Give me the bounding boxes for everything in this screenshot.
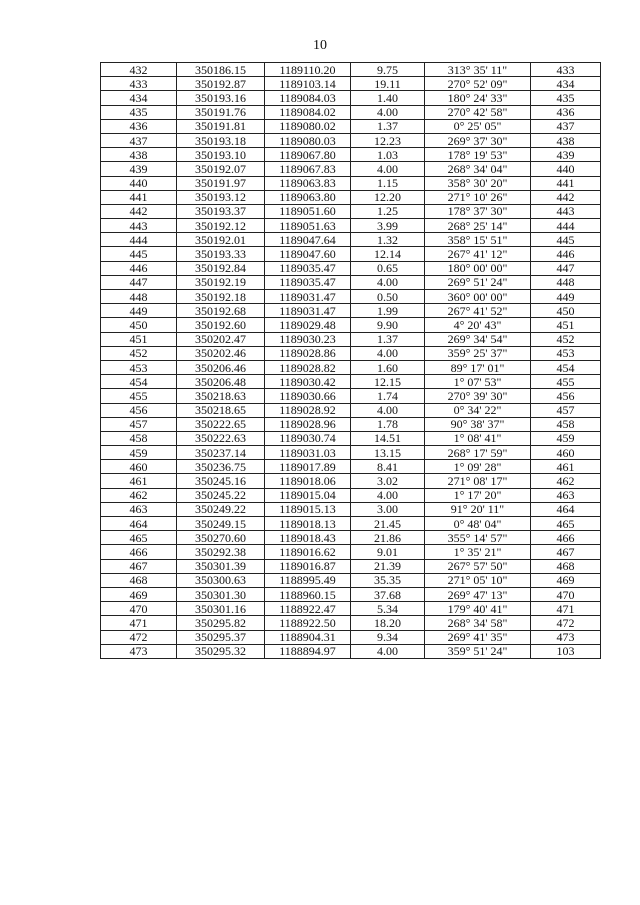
to-point-cell: 467 — [531, 545, 601, 559]
from-point-cell: 436 — [101, 119, 177, 133]
table-row — [101, 573, 601, 587]
bearing-cell: 91° 20' 11" — [425, 502, 531, 516]
northing-cell: 350218.63 — [177, 389, 265, 403]
from-point-cell: 433 — [101, 77, 177, 91]
bearing-cell: 179° 40' 41" — [425, 602, 531, 616]
easting-cell: 1189103.14 — [265, 77, 351, 91]
distance-cell: 37.68 — [351, 587, 425, 601]
northing-cell: 350222.65 — [177, 417, 265, 431]
bearing-cell: 271° 05' 10" — [425, 573, 531, 587]
bearing-cell: 0° 34' 22" — [425, 403, 531, 417]
northing-cell: 350192.19 — [177, 275, 265, 289]
bearing-cell: 270° 39' 30" — [425, 389, 531, 403]
easting-cell: 1189084.02 — [265, 105, 351, 119]
to-point-cell: 445 — [531, 233, 601, 247]
to-point-cell: 444 — [531, 219, 601, 233]
northing-cell: 350245.22 — [177, 488, 265, 502]
easting-cell: 1189016.87 — [265, 559, 351, 573]
from-point-cell: 467 — [101, 559, 177, 573]
easting-cell: 1189067.80 — [265, 148, 351, 162]
to-point-cell: 440 — [531, 162, 601, 176]
table-row — [101, 474, 601, 488]
from-point-cell: 471 — [101, 616, 177, 630]
table-row — [101, 488, 601, 502]
distance-cell: 4.00 — [351, 644, 425, 658]
to-point-cell: 443 — [531, 204, 601, 218]
northing-cell: 350237.14 — [177, 446, 265, 460]
easting-cell: 1189030.23 — [265, 332, 351, 346]
from-point-cell: 445 — [101, 247, 177, 261]
distance-cell: 1.37 — [351, 332, 425, 346]
distance-cell: 14.51 — [351, 431, 425, 445]
table-row — [101, 431, 601, 445]
to-point-cell: 471 — [531, 602, 601, 616]
bearing-cell: 269° 41' 35" — [425, 630, 531, 644]
table-row — [101, 219, 601, 233]
bearing-cell: 268° 34' 58" — [425, 616, 531, 630]
bearing-cell: 0° 25' 05" — [425, 119, 531, 133]
to-point-cell: 462 — [531, 474, 601, 488]
northing-cell: 350193.37 — [177, 204, 265, 218]
from-point-cell: 453 — [101, 360, 177, 374]
to-point-cell: 460 — [531, 446, 601, 460]
to-point-cell: 451 — [531, 318, 601, 332]
distance-cell: 21.45 — [351, 517, 425, 531]
easting-cell: 1188894.97 — [265, 644, 351, 658]
distance-cell: 4.00 — [351, 275, 425, 289]
bearing-cell: 268° 25' 14" — [425, 219, 531, 233]
northing-cell: 350301.39 — [177, 559, 265, 573]
from-point-cell: 455 — [101, 389, 177, 403]
table-row — [101, 261, 601, 275]
distance-cell: 18.20 — [351, 616, 425, 630]
table-row — [101, 162, 601, 176]
distance-cell: 4.00 — [351, 488, 425, 502]
northing-cell: 350249.22 — [177, 502, 265, 516]
from-point-cell: 434 — [101, 91, 177, 105]
table-row — [101, 190, 601, 204]
from-point-cell: 444 — [101, 233, 177, 247]
from-point-cell: 470 — [101, 602, 177, 616]
table-row — [101, 148, 601, 162]
from-point-cell: 449 — [101, 304, 177, 318]
bearing-cell: 267° 41' 52" — [425, 304, 531, 318]
from-point-cell: 469 — [101, 587, 177, 601]
distance-cell: 1.99 — [351, 304, 425, 318]
bearing-cell: 1° 17' 20" — [425, 488, 531, 502]
bearing-cell: 4° 20' 43" — [425, 318, 531, 332]
table-row — [101, 204, 601, 218]
table-row — [101, 517, 601, 531]
bearing-cell: 359° 25' 37" — [425, 346, 531, 360]
bearing-cell: 0° 48' 04" — [425, 517, 531, 531]
from-point-cell: 446 — [101, 261, 177, 275]
distance-cell: 4.00 — [351, 162, 425, 176]
easting-cell: 1189029.48 — [265, 318, 351, 332]
easting-cell: 1189018.06 — [265, 474, 351, 488]
easting-cell: 1189015.04 — [265, 488, 351, 502]
distance-cell: 1.37 — [351, 119, 425, 133]
northing-cell: 350301.16 — [177, 602, 265, 616]
from-point-cell: 450 — [101, 318, 177, 332]
northing-cell: 350192.84 — [177, 261, 265, 275]
bearing-cell: 89° 17' 01" — [425, 360, 531, 374]
to-point-cell: 463 — [531, 488, 601, 502]
northing-cell: 350270.60 — [177, 531, 265, 545]
easting-cell: 1188922.47 — [265, 602, 351, 616]
northing-cell: 350245.16 — [177, 474, 265, 488]
from-point-cell: 466 — [101, 545, 177, 559]
table-row — [101, 587, 601, 601]
table-row — [101, 531, 601, 545]
bearing-cell: 359° 51' 24" — [425, 644, 531, 658]
from-point-cell: 460 — [101, 460, 177, 474]
from-point-cell: 442 — [101, 204, 177, 218]
northing-cell: 350191.81 — [177, 119, 265, 133]
to-point-cell: 452 — [531, 332, 601, 346]
table-row — [101, 389, 601, 403]
northing-cell: 350295.82 — [177, 616, 265, 630]
distance-cell: 1.25 — [351, 204, 425, 218]
table-row — [101, 304, 601, 318]
easting-cell: 1189018.13 — [265, 517, 351, 531]
to-point-cell: 472 — [531, 616, 601, 630]
table-row — [101, 332, 601, 346]
table-row — [101, 545, 601, 559]
from-point-cell: 461 — [101, 474, 177, 488]
distance-cell: 21.86 — [351, 531, 425, 545]
easting-cell: 1188904.31 — [265, 630, 351, 644]
northing-cell: 350193.16 — [177, 91, 265, 105]
to-point-cell: 438 — [531, 133, 601, 147]
from-point-cell: 435 — [101, 105, 177, 119]
from-point-cell: 448 — [101, 290, 177, 304]
from-point-cell: 439 — [101, 162, 177, 176]
distance-cell: 0.50 — [351, 290, 425, 304]
northing-cell: 350300.63 — [177, 573, 265, 587]
bearing-cell: 355° 14' 57" — [425, 531, 531, 545]
from-point-cell: 458 — [101, 431, 177, 445]
to-point-cell: 433 — [531, 63, 601, 77]
to-point-cell: 448 — [531, 275, 601, 289]
distance-cell: 21.39 — [351, 559, 425, 573]
distance-cell: 9.34 — [351, 630, 425, 644]
distance-cell: 12.20 — [351, 190, 425, 204]
table-row — [101, 460, 601, 474]
table-row — [101, 446, 601, 460]
table-row — [101, 502, 601, 516]
easting-cell: 1189028.92 — [265, 403, 351, 417]
from-point-cell: 462 — [101, 488, 177, 502]
distance-cell: 4.00 — [351, 403, 425, 417]
easting-cell: 1189035.47 — [265, 275, 351, 289]
northing-cell: 350295.32 — [177, 644, 265, 658]
easting-cell: 1188960.15 — [265, 587, 351, 601]
bearing-cell: 268° 17' 59" — [425, 446, 531, 460]
bearing-cell: 178° 37' 30" — [425, 204, 531, 218]
northing-cell: 350192.68 — [177, 304, 265, 318]
from-point-cell: 468 — [101, 573, 177, 587]
to-point-cell: 439 — [531, 148, 601, 162]
bearing-cell: 1° 35' 21" — [425, 545, 531, 559]
northing-cell: 350191.76 — [177, 105, 265, 119]
easting-cell: 1189063.80 — [265, 190, 351, 204]
from-point-cell: 447 — [101, 275, 177, 289]
distance-cell: 1.32 — [351, 233, 425, 247]
to-point-cell: 103 — [531, 644, 601, 658]
easting-cell: 1189063.83 — [265, 176, 351, 190]
from-point-cell: 437 — [101, 133, 177, 147]
easting-cell: 1189047.60 — [265, 247, 351, 261]
table-row — [101, 360, 601, 374]
bearing-cell: 270° 42' 58" — [425, 105, 531, 119]
bearing-cell: 358° 15' 51" — [425, 233, 531, 247]
bearing-cell: 268° 34' 04" — [425, 162, 531, 176]
table-row — [101, 346, 601, 360]
to-point-cell: 461 — [531, 460, 601, 474]
easting-cell: 1189028.96 — [265, 417, 351, 431]
bearing-cell: 269° 47' 13" — [425, 587, 531, 601]
easting-cell: 1189028.82 — [265, 360, 351, 374]
from-point-cell: 465 — [101, 531, 177, 545]
from-point-cell: 457 — [101, 417, 177, 431]
to-point-cell: 464 — [531, 502, 601, 516]
to-point-cell: 459 — [531, 431, 601, 445]
distance-cell: 9.90 — [351, 318, 425, 332]
easting-cell: 1189030.66 — [265, 389, 351, 403]
to-point-cell: 437 — [531, 119, 601, 133]
northing-cell: 350206.46 — [177, 360, 265, 374]
table-row — [101, 290, 601, 304]
table-row — [101, 403, 601, 417]
survey-coordinates-table — [100, 62, 601, 659]
easting-cell: 1189084.03 — [265, 91, 351, 105]
easting-cell: 1189080.02 — [265, 119, 351, 133]
northing-cell: 350249.15 — [177, 517, 265, 531]
distance-cell: 1.03 — [351, 148, 425, 162]
bearing-cell: 90° 38' 37" — [425, 417, 531, 431]
distance-cell: 12.14 — [351, 247, 425, 261]
to-point-cell: 447 — [531, 261, 601, 275]
easting-cell: 1189031.03 — [265, 446, 351, 460]
bearing-cell: 269° 37' 30" — [425, 133, 531, 147]
from-point-cell: 443 — [101, 219, 177, 233]
table-row — [101, 63, 601, 77]
northing-cell: 350192.87 — [177, 77, 265, 91]
bearing-cell: 271° 08' 17" — [425, 474, 531, 488]
to-point-cell: 468 — [531, 559, 601, 573]
table-row — [101, 602, 601, 616]
to-point-cell: 436 — [531, 105, 601, 119]
to-point-cell: 473 — [531, 630, 601, 644]
table-row — [101, 630, 601, 644]
northing-cell: 350192.01 — [177, 233, 265, 247]
bearing-cell: 269° 34' 54" — [425, 332, 531, 346]
from-point-cell: 464 — [101, 517, 177, 531]
easting-cell: 1189031.47 — [265, 304, 351, 318]
easting-cell: 1189110.20 — [265, 63, 351, 77]
distance-cell: 12.15 — [351, 375, 425, 389]
easting-cell: 1189035.47 — [265, 261, 351, 275]
distance-cell: 1.74 — [351, 389, 425, 403]
to-point-cell: 441 — [531, 176, 601, 190]
bearing-cell: 178° 19' 53" — [425, 148, 531, 162]
table-row — [101, 616, 601, 630]
easting-cell: 1189030.42 — [265, 375, 351, 389]
from-point-cell: 441 — [101, 190, 177, 204]
distance-cell: 1.78 — [351, 417, 425, 431]
bearing-cell: 270° 52' 09" — [425, 77, 531, 91]
to-point-cell: 469 — [531, 573, 601, 587]
from-point-cell: 440 — [101, 176, 177, 190]
distance-cell: 4.00 — [351, 105, 425, 119]
to-point-cell: 456 — [531, 389, 601, 403]
table-row — [101, 644, 601, 658]
distance-cell: 9.75 — [351, 63, 425, 77]
bearing-cell: 313° 35' 11" — [425, 63, 531, 77]
table-row — [101, 417, 601, 431]
table-row — [101, 105, 601, 119]
bearing-cell: 358° 30' 20" — [425, 176, 531, 190]
table-row — [101, 375, 601, 389]
easting-cell: 1189031.47 — [265, 290, 351, 304]
northing-cell: 350218.65 — [177, 403, 265, 417]
table-body — [101, 63, 601, 659]
table-row — [101, 91, 601, 105]
bearing-cell: 269° 51' 24" — [425, 275, 531, 289]
bearing-cell: 180° 24' 33" — [425, 91, 531, 105]
easting-cell: 1189015.13 — [265, 502, 351, 516]
northing-cell: 350192.07 — [177, 162, 265, 176]
easting-cell: 1188995.49 — [265, 573, 351, 587]
easting-cell: 1189067.83 — [265, 162, 351, 176]
to-point-cell: 466 — [531, 531, 601, 545]
bearing-cell: 1° 08' 41" — [425, 431, 531, 445]
distance-cell: 3.02 — [351, 474, 425, 488]
distance-cell: 9.01 — [351, 545, 425, 559]
to-point-cell: 455 — [531, 375, 601, 389]
distance-cell: 8.41 — [351, 460, 425, 474]
northing-cell: 350191.97 — [177, 176, 265, 190]
northing-cell: 350192.18 — [177, 290, 265, 304]
to-point-cell: 434 — [531, 77, 601, 91]
to-point-cell: 442 — [531, 190, 601, 204]
distance-cell: 4.00 — [351, 346, 425, 360]
northing-cell: 350193.33 — [177, 247, 265, 261]
distance-cell: 1.15 — [351, 176, 425, 190]
table-row — [101, 119, 601, 133]
to-point-cell: 453 — [531, 346, 601, 360]
easting-cell: 1189051.60 — [265, 204, 351, 218]
table-row — [101, 318, 601, 332]
from-point-cell: 472 — [101, 630, 177, 644]
from-point-cell: 438 — [101, 148, 177, 162]
table-row — [101, 247, 601, 261]
distance-cell: 0.65 — [351, 261, 425, 275]
northing-cell: 350206.48 — [177, 375, 265, 389]
northing-cell: 350193.12 — [177, 190, 265, 204]
from-point-cell: 432 — [101, 63, 177, 77]
easting-cell: 1189028.86 — [265, 346, 351, 360]
distance-cell: 19.11 — [351, 77, 425, 91]
bearing-cell: 267° 57' 50" — [425, 559, 531, 573]
northing-cell: 350192.12 — [177, 219, 265, 233]
northing-cell: 350202.47 — [177, 332, 265, 346]
easting-cell: 1189047.64 — [265, 233, 351, 247]
table-row — [101, 176, 601, 190]
easting-cell: 1189030.74 — [265, 431, 351, 445]
to-point-cell: 446 — [531, 247, 601, 261]
from-point-cell: 459 — [101, 446, 177, 460]
to-point-cell: 454 — [531, 360, 601, 374]
northing-cell: 350295.37 — [177, 630, 265, 644]
table-row — [101, 133, 601, 147]
bearing-cell: 271° 10' 26" — [425, 190, 531, 204]
distance-cell: 3.00 — [351, 502, 425, 516]
bearing-cell: 267° 41' 12" — [425, 247, 531, 261]
from-point-cell: 473 — [101, 644, 177, 658]
distance-cell: 1.60 — [351, 360, 425, 374]
to-point-cell: 458 — [531, 417, 601, 431]
northing-cell: 350193.10 — [177, 148, 265, 162]
northing-cell: 350301.30 — [177, 587, 265, 601]
table-row — [101, 275, 601, 289]
to-point-cell: 435 — [531, 91, 601, 105]
to-point-cell: 457 — [531, 403, 601, 417]
easting-cell: 1189080.03 — [265, 133, 351, 147]
northing-cell: 350222.63 — [177, 431, 265, 445]
to-point-cell: 470 — [531, 587, 601, 601]
easting-cell: 1188922.50 — [265, 616, 351, 630]
from-point-cell: 451 — [101, 332, 177, 346]
northing-cell: 350192.60 — [177, 318, 265, 332]
table-row — [101, 233, 601, 247]
distance-cell: 1.40 — [351, 91, 425, 105]
northing-cell: 350186.15 — [177, 63, 265, 77]
northing-cell: 350202.46 — [177, 346, 265, 360]
distance-cell: 5.34 — [351, 602, 425, 616]
distance-cell: 12.23 — [351, 133, 425, 147]
to-point-cell: 450 — [531, 304, 601, 318]
easting-cell: 1189051.63 — [265, 219, 351, 233]
easting-cell: 1189018.43 — [265, 531, 351, 545]
easting-cell: 1189016.62 — [265, 545, 351, 559]
northing-cell: 350236.75 — [177, 460, 265, 474]
distance-cell: 13.15 — [351, 446, 425, 460]
from-point-cell: 454 — [101, 375, 177, 389]
bearing-cell: 180° 00' 00" — [425, 261, 531, 275]
easting-cell: 1189017.89 — [265, 460, 351, 474]
northing-cell: 350292.38 — [177, 545, 265, 559]
northing-cell: 350193.18 — [177, 133, 265, 147]
from-point-cell: 452 — [101, 346, 177, 360]
to-point-cell: 465 — [531, 517, 601, 531]
from-point-cell: 463 — [101, 502, 177, 516]
to-point-cell: 449 — [531, 290, 601, 304]
distance-cell: 3.99 — [351, 219, 425, 233]
table-row — [101, 77, 601, 91]
bearing-cell: 1° 09' 28" — [425, 460, 531, 474]
bearing-cell: 360° 00' 00" — [425, 290, 531, 304]
distance-cell: 35.35 — [351, 573, 425, 587]
bearing-cell: 1° 07' 53" — [425, 375, 531, 389]
from-point-cell: 456 — [101, 403, 177, 417]
page-number: 10 — [313, 38, 327, 53]
table-row — [101, 559, 601, 573]
